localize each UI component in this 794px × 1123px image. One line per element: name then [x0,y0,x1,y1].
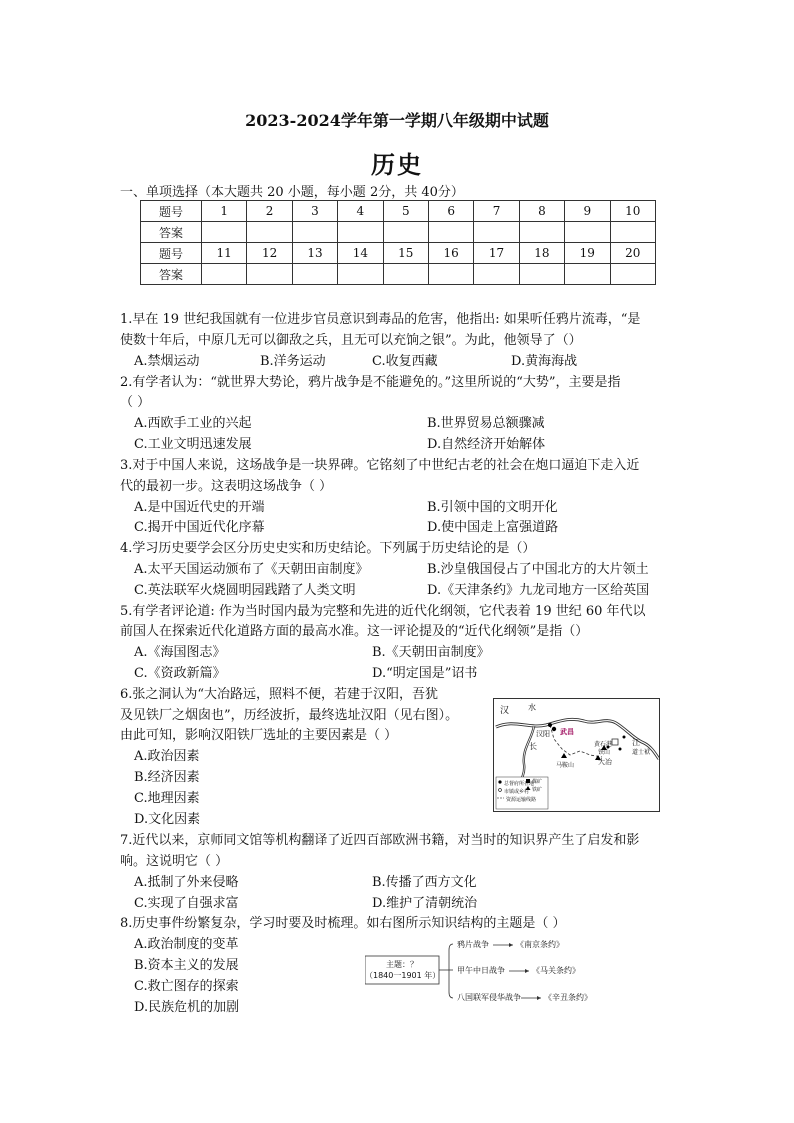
question-number: 4 [338,201,383,222]
question-3-option-a: A.是中国近代史的开端 [134,500,265,515]
question-number: 9 [565,201,610,222]
question-4-option-a: A.太平天国运动颁布了《天朝田亩制度》 [134,562,369,577]
question-number: 17 [474,243,519,264]
question-1-stem-line1: 1.早在 19 世纪我国就有一位进步官员意识到毒品的危害，他指出: 如果听任鸦片流毒，“是 [120,312,641,327]
question-number: 19 [565,243,610,264]
question-number: 12 [247,243,292,264]
answer-cell[interactable] [519,222,564,243]
question-number: 15 [383,243,428,264]
question-6-option-d: D.文化因素 [134,812,201,827]
answer-cell[interactable] [610,264,655,285]
question-3-option-d: D.使中国走上富强道路 [427,520,559,535]
question-number: 1 [202,201,247,222]
question-number: 2 [247,201,292,222]
answer-cell[interactable] [202,264,247,285]
question-number: 11 [202,243,247,264]
question-4-stem-line1: 4.学习历史要学会区分历史史实和历史结论。下列属于历史结论的是（） [120,541,536,556]
question-2-stem-line1: 2.有学者认为：“就世界大势论，鸦片战争是不能避免的。”这里所说的“大势”，主要是指 [120,375,621,390]
question-4-option-d: D.《天津条约》九龙司地方一区给英国 [427,583,650,598]
question-5-option-d: D.“明定国是”诏书 [372,666,478,681]
table-header-cell: 题号 [141,243,202,264]
answer-cell[interactable] [565,222,610,243]
question-8-option-a: A.政治制度的变革 [134,937,239,952]
answer-cell[interactable] [474,264,519,285]
table-row [141,201,656,222]
question-6-option-a: A.政治因素 [134,749,200,764]
question-6-stem-line3: 由此可知，影响汉阳铁厂选址的主要因素是（ ） [120,728,398,743]
map-label: 铁山 [598,749,611,756]
question-2-option-a: A.西欧手工业的兴起 [134,416,252,431]
answer-cell[interactable] [383,222,428,243]
question-4-option-b: B.沙皇俄国侵占了中国北方的大片领土 [427,562,649,577]
question-7-option-d: D.维护了清朝统治 [372,896,478,911]
diagram-treaty: 《辛丑条约》 [544,993,592,1002]
question-5-stem-line2: 前国人在探索近代化道路方面的最高水准。这一评论提及的“近代化纲领”是指（） [120,624,589,639]
map-label: 江 [632,738,640,747]
question-number: 7 [474,201,519,222]
question-7-option-c: C.实现了自强求富 [134,896,239,911]
question-6-stem-line2: 及见铁厂之烟囱也”，历经波折，最终选址汉阳（见右图）。 [120,708,459,723]
map-label: 道士袱 [632,749,651,756]
map-legend-item: 煤矿 [532,779,543,785]
answer-cell[interactable] [474,222,519,243]
subject-title: 历史 [371,150,423,179]
question-2-option-b: B.世界贸易总额骤减 [427,416,545,431]
question-number: 13 [292,243,337,264]
diagram-event: 甲午中日战争 [457,966,505,975]
diagram-event: 鸦片战争 [457,940,489,949]
answer-cell[interactable] [202,222,247,243]
section-heading: 一、单项选择（本大题共 20 小题，每小题 2分，共 40分） [120,185,464,200]
question-2-option-c: C.工业文明迅速发展 [134,437,252,452]
question-7-stem-line1: 7.近代以来，京师同文馆等机构翻译了近四百部欧洲书籍，对当时的知识界产生了启发和影 [120,833,640,848]
question-2-option-d: D.自然经济开始解体 [427,437,546,452]
question-number: 18 [519,243,564,264]
question-4-option-c: C.英法联军火烧圆明园践踏了人类文明 [134,583,356,598]
diagram-theme: 主题：？ [386,960,418,969]
question-6-option-b: B.经济因素 [134,770,200,785]
question-7-option-a: A.抵制了外来侵略 [134,875,239,890]
question-number: 6 [428,201,473,222]
answer-cell[interactable] [428,264,473,285]
question-3-option-b: B.引领中国的文明开化 [427,500,558,515]
table-row [141,264,656,285]
exam-title: 2023-2024学年第一学期八年级期中试题 [245,111,549,130]
question-7-option-b: B.传播了西方文化 [372,875,477,890]
question-8-option-c: C.救亡图存的探索 [134,979,239,994]
map-label: 长 [529,742,537,751]
diagram-treaty: 《马关条约》 [532,966,580,975]
map-label: 水 [528,703,536,712]
question-8-option-b: B.资本主义的发展 [134,958,239,973]
answer-cell[interactable] [247,222,292,243]
table-header-cell: 题号 [141,201,202,222]
question-number: 8 [519,201,564,222]
table-row [141,243,656,264]
answer-cell[interactable] [428,222,473,243]
answer-cell[interactable] [338,222,383,243]
map-legend-item: 资源运输线路 [506,797,537,803]
question-5-option-c: C.《资政新篇》 [134,666,226,681]
question-6-option-c: C.地理因素 [134,791,200,806]
map-label: 马鞍山 [556,762,575,769]
answer-cell[interactable] [565,264,610,285]
table-header-cell: 答案 [141,264,202,285]
answer-cell[interactable] [247,264,292,285]
question-2-stem-line2: （ ） [120,395,151,410]
answer-table [140,200,656,285]
map-legend-item: 总督府所在地 [504,781,535,787]
map-label: 大冶 [598,758,612,766]
question-1-option-d: D.黄海海战 [511,354,578,369]
question-1-stem-line2: 使数十年后，中原几无可以御敌之兵，且无可以充饷之银”。为此，他领导了（） [120,333,582,348]
question-5-stem-line1: 5.有学者评论道: 作为当时国内最为完整和先进的近代化纲领，它代表着 19 世纪 60 年代以 [120,604,646,619]
map-label: 武昌 [560,727,574,736]
table-row [141,222,656,243]
diagram-event: 八国联军侵华战争 [457,993,521,1002]
answer-cell[interactable] [383,264,428,285]
answer-cell[interactable] [292,264,337,285]
question-7-stem-line2: 响。这说明它（ ） [120,854,229,869]
table-header-cell: 答案 [141,222,202,243]
question-8-stem-line1: 8.历史事件纷繁复杂，学习时要及时梳理。如右图所示知识结构的主题是（ ） [120,916,566,931]
question-6-stem-line1: 6.张之洞认为“大冶路远，照料不便，若建于汉阳，吾犹 [120,687,439,702]
diagram-period: （1840一1901 年） [365,971,441,980]
question-1-option-c: C.收复西藏 [372,354,438,369]
question-5-option-b: B.《天朝田亩制度》 [372,645,490,660]
answer-cell[interactable] [338,264,383,285]
question-8-option-d: D.民族危机的加剧 [134,1000,240,1015]
map-legend-item: 市镇或乡村 [504,789,530,795]
question-1-option-a: A.禁烟运动 [134,354,200,369]
question-5-option-a: A.《海国图志》 [134,645,226,660]
knowledge-structure-diagram [365,938,645,1014]
question-number: 16 [428,243,473,264]
hanyang-location-map [493,698,660,812]
question-3-stem-line1: 3.对于中国人来说，这场战争是一块界碑。它铭刻了中世纪古老的社会在炮口逼迫下走入近 [120,458,640,473]
map-legend-item: 铁矿 [532,787,543,793]
map-label: 黄石港 [594,741,613,748]
answer-cell[interactable] [292,222,337,243]
question-number: 3 [292,201,337,222]
question-1-option-b: B.洋务运动 [260,354,326,369]
question-number: 10 [610,201,655,222]
question-number: 20 [610,243,655,264]
answer-cell[interactable] [519,264,564,285]
answer-cell[interactable] [610,222,655,243]
map-label: 汉阳 [536,730,550,738]
question-3-option-c: C.揭开中国近代化序幕 [134,520,265,535]
question-3-stem-line2: 代的最初一步。这表明这场战争（ ） [120,479,333,494]
question-number: 14 [338,243,383,264]
diagram-treaty: 《南京条约》 [516,940,564,949]
map-label: 汉 [500,706,510,716]
question-number: 5 [383,201,428,222]
